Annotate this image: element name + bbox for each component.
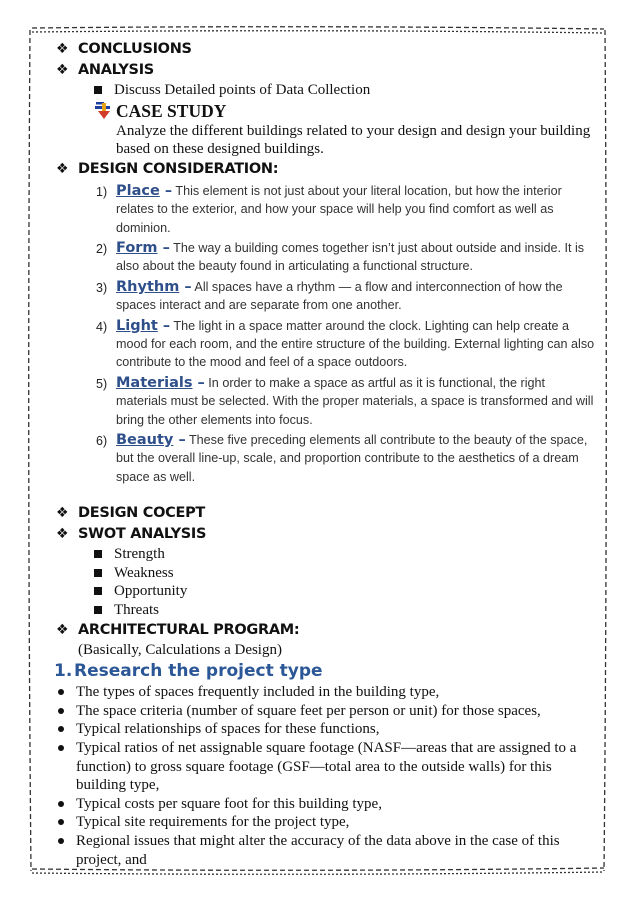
list-item: 5) Materials – In order to make a space as artful as it is functional, the right materials must be selected. With the proper materials, a space is transformed and will bring the other elements into focus. — [96, 374, 594, 427]
case-study-body: Analyze the different buildings related to your design and design your building based on these designed buildings. — [116, 122, 591, 158]
consideration-list — [56, 182, 596, 487]
bullet-icon — [58, 708, 64, 714]
term-description: These five preceding elements all contribute to the beauty of the space, but the overall line-up, scale, and proportion contribute to the aesthetics of a dream space as well. — [116, 433, 588, 484]
term-description: This element is not just about your literal location, but how the interior relates to the exterior, and how your space will help you find comfort as well as dominion. — [116, 183, 562, 235]
square-bullet-icon — [94, 86, 102, 94]
term-description: In order to make a space as artful as it is functional, the right materials must be selected. With the proper materials, a space is transformed and will bring the other elements into focus. — [116, 375, 594, 427]
list-item: Strength — [56, 545, 596, 564]
bullet-icon — [58, 689, 64, 695]
heading-architectural-program: ❖ ARCHITECTURAL PROGRAM: — [56, 620, 596, 641]
heading-swot-analysis: ❖ SWOT ANALYSIS — [56, 523, 596, 544]
diamond-bullet-icon: ❖ — [56, 525, 69, 542]
term-label: Materials — [116, 374, 193, 391]
section-heading-research: 1. Research the project type — [54, 661, 323, 682]
case-study-heading: CASE STUDY — [56, 101, 596, 122]
list-item: Typical ratios of net assignable square footage (NASF—areas that are assigned to a function) to gross square footage (GSF—total area to the outside walls) for this building type, — [52, 739, 596, 795]
square-bullet-icon — [94, 606, 102, 614]
heading-conclusions: ❖ CONCLUSIONS — [56, 38, 596, 59]
bullet-icon — [58, 819, 64, 825]
term-description: The light in a space matter around the clock. Lighting can help create a mood for each room, and the entire structure of the building. External lighting can also contribute to the mood and feel of a space outdoors. — [116, 318, 595, 370]
list-item: Typical costs per square foot for this building type, — [52, 795, 596, 814]
bullet-icon — [58, 745, 64, 751]
program-note: (Basically, Calculations a Design) — [78, 641, 282, 658]
heading-design-concept: ❖ DESIGN COCEPT — [56, 502, 596, 523]
list-item: 6) Beauty – These five preceding elements all contribute to the beauty of the space, but the overall line-up, scale, and proportion contribute to the aesthetics of a dream space as well. — [96, 432, 588, 484]
term-label: Rhythm — [116, 278, 180, 295]
diamond-bullet-icon: ❖ — [56, 61, 69, 78]
diamond-bullet-icon: ❖ — [56, 40, 69, 57]
list-item: The types of spaces frequently included in the building type, — [52, 683, 596, 702]
analysis-item: Discuss Detailed points of Data Collection — [56, 81, 596, 100]
list-item: 1) Place – This element is not just about your literal location, but how the interior relates to the exterior, and how your space will help you find comfort as well as dominion. — [96, 182, 562, 235]
square-bullet-icon — [94, 550, 102, 558]
diamond-bullet-icon: ❖ — [56, 622, 69, 639]
heading-design-consideration: ❖ DESIGN CONSIDERATION: — [56, 159, 596, 180]
list-item: Typical relationships of spaces for these functions, — [52, 720, 596, 739]
diamond-bullet-icon: ❖ — [56, 161, 69, 178]
square-bullet-icon — [94, 587, 102, 595]
list-item: Typical site requirements for the project type, — [52, 813, 596, 832]
list-item: 3) Rhythm – All spaces have a rhythm — a flow and interconnection of how the spaces interact and are separate from one another. — [96, 278, 563, 313]
diamond-bullet-icon: ❖ — [56, 504, 69, 521]
list-item: The space criteria (number of square feet per person or unit) for those spaces, — [52, 702, 596, 721]
square-bullet-icon — [94, 569, 102, 577]
term-description: The way a building comes together isn’t just about outside and inside. It is also about the beauty found in articulating a functional structure. — [116, 241, 585, 274]
list-item: 2) Form – The way a building comes together isn’t just about outside and inside. It is also about the beauty found in articulating a functional structure. — [96, 240, 585, 274]
page-content — [56, 38, 596, 869]
list-item: Regional issues that might alter the accuracy of the data above in the case of this project, and — [52, 832, 596, 869]
term-label: Place — [116, 182, 160, 199]
bullet-icon — [58, 726, 64, 732]
heading-analysis: ❖ ANALYSIS — [56, 59, 596, 80]
list-item: Weakness — [56, 564, 596, 583]
term-label: Beauty — [116, 432, 174, 449]
term-label: Light — [116, 317, 158, 334]
bullet-icon — [58, 801, 64, 807]
list-item: Opportunity — [56, 582, 596, 601]
term-label: Form — [116, 240, 158, 256]
bullet-icon — [58, 838, 64, 844]
term-description: All spaces have a rhythm — a flow and interconnection of how the spaces interact and are separate from one another. — [116, 279, 563, 313]
list-item: 4) Light – The light in a space matter around the clock. Lighting can help create a mood for each room, and the entire structure of the building. External lighting can also contribute to the mood and feel of a space outdoors. — [96, 317, 595, 370]
down-arrow-icon — [94, 102, 116, 120]
research-list — [52, 683, 596, 869]
list-item: Threats — [56, 601, 596, 620]
swot-list — [56, 545, 596, 619]
